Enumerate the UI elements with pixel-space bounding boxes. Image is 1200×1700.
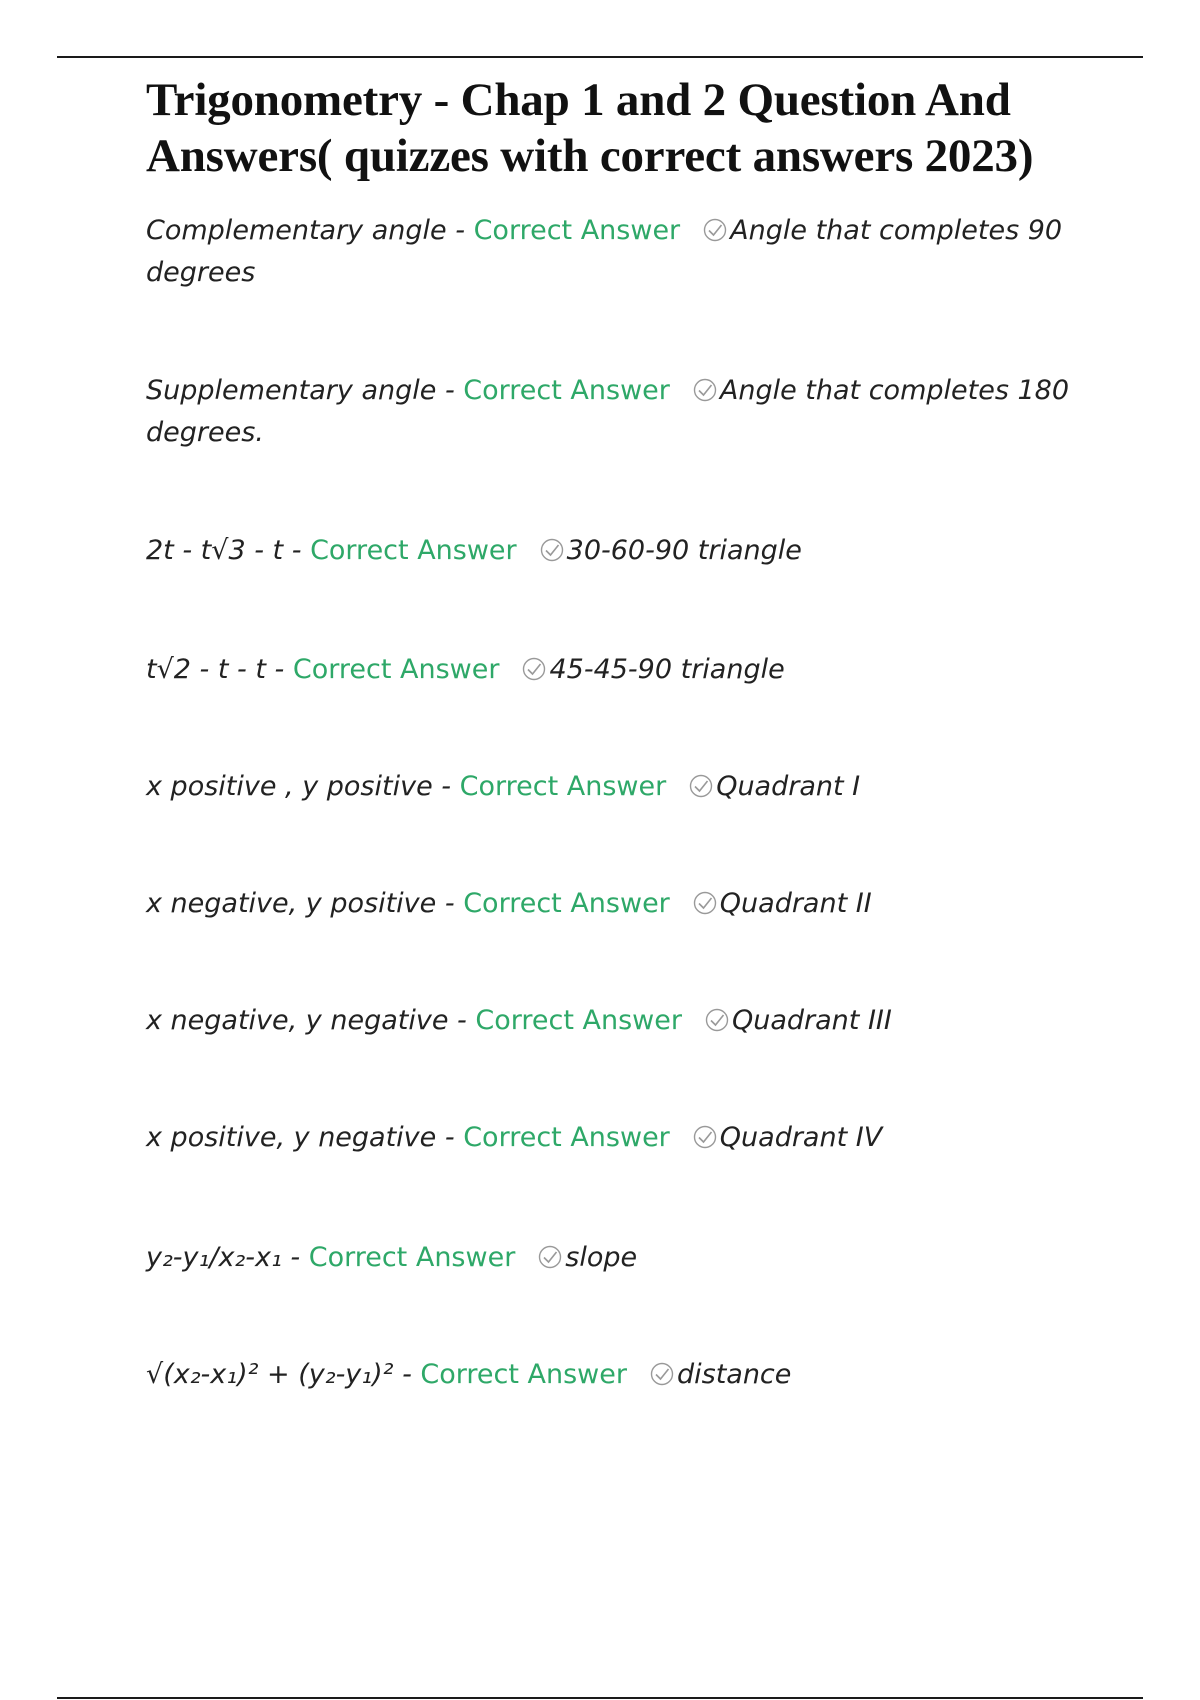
correct-answer-label: Correct Answer [292, 654, 500, 685]
qa-item [146, 883, 1086, 925]
separator: - [436, 1122, 464, 1153]
answer-text: Quadrant II [719, 888, 872, 919]
answer-text: distance [676, 1359, 792, 1390]
separator: - [393, 1359, 421, 1390]
check-circle-icon [692, 890, 718, 916]
question-text: Supplementary angle [146, 375, 437, 406]
qa-item [146, 1000, 1086, 1042]
qa-item [146, 1237, 1086, 1279]
qa-item [146, 1117, 1086, 1159]
question-text: y₂-y₁/x₂-x₁ [146, 1242, 282, 1273]
separator: - [436, 888, 464, 919]
bottom-divider [57, 1697, 1143, 1699]
top-divider [57, 56, 1143, 58]
separator: - [448, 1005, 476, 1036]
answer-text: Quadrant I [716, 771, 861, 802]
qa-item [146, 370, 1086, 454]
question-text: t√2 - t - t [146, 654, 266, 685]
correct-answer-label: Correct Answer [463, 1122, 670, 1153]
answer-text: Quadrant III [731, 1005, 892, 1036]
question-text: x positive, y negative [146, 1122, 437, 1153]
answer-text: Angle that completes 180 degrees. [146, 375, 1070, 448]
check-circle-icon [537, 1244, 563, 1270]
answer-text: 30-60-90 triangle [566, 535, 802, 566]
check-circle-icon [702, 217, 728, 243]
correct-answer-label: Correct Answer [475, 1005, 682, 1036]
separator: - [436, 375, 464, 406]
document-title: Trigonometry - Chap 1 and 2 Question And Answers( quizzes with correct answers 2023) [146, 74, 1034, 182]
correct-answer-label: Correct Answer [459, 771, 667, 802]
separator: - [432, 771, 460, 802]
qa-item [146, 766, 1086, 808]
answer-text: Angle that completes 90 degrees [146, 215, 1063, 288]
qa-item [146, 1354, 1086, 1396]
check-circle-icon [688, 773, 714, 799]
check-circle-icon [539, 537, 565, 563]
correct-answer-label: Correct Answer [420, 1359, 627, 1390]
correct-answer-label: Correct Answer [473, 215, 681, 246]
question-text: x positive , y positive [146, 771, 433, 802]
qa-item [146, 210, 1086, 294]
answer-text: Quadrant IV [719, 1122, 883, 1153]
qa-item [146, 530, 1086, 572]
separator: - [446, 215, 474, 246]
answer-text: slope [565, 1242, 638, 1273]
check-circle-icon [521, 656, 547, 682]
qa-item [146, 649, 1086, 691]
check-circle-icon [704, 1007, 730, 1033]
correct-answer-label: Correct Answer [310, 535, 517, 566]
question-text: 2t - t√3 - t [146, 535, 284, 566]
check-circle-icon [692, 377, 718, 403]
question-text: x negative, y negative [146, 1005, 449, 1036]
separator: - [283, 535, 311, 566]
check-circle-icon [649, 1361, 675, 1387]
separator: - [281, 1242, 309, 1273]
check-circle-icon [692, 1124, 718, 1150]
question-text: x negative, y positive [146, 888, 437, 919]
correct-answer-label: Correct Answer [463, 888, 670, 919]
question-text: Complementary angle [146, 215, 447, 246]
answer-text: 45-45-90 triangle [549, 654, 785, 685]
question-text: √(x₂-x₁)² + (y₂-y₁)² [146, 1359, 394, 1390]
separator: - [265, 654, 293, 685]
correct-answer-label: Correct Answer [463, 375, 670, 406]
correct-answer-label: Correct Answer [308, 1242, 516, 1273]
